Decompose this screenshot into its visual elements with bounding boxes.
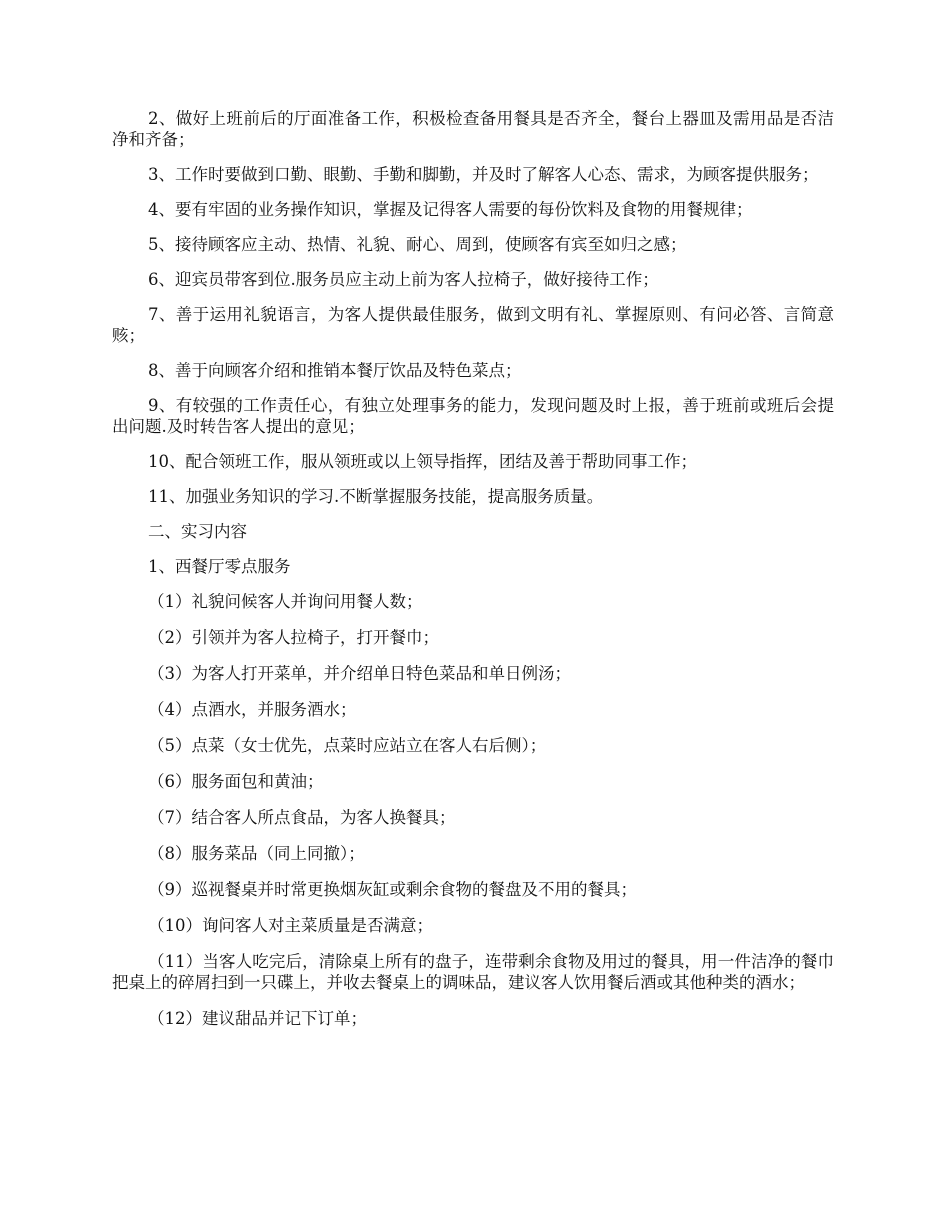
list-item-2: （2）引领并为客人拉椅子，打开餐巾；: [148, 628, 439, 647]
list-item-8: （8）服务菜品（同上同撤）；: [148, 844, 365, 863]
paragraph-duty-3: 3、工作时要做到口勤、眼勤、手勤和脚勤，并及时了解客人心态、需求，为顾客提供服务；: [148, 165, 819, 184]
document-page: [112, 108, 834, 1044]
paragraph-duty-4: 4、要有牢固的业务操作知识，掌握及记得客人需要的每份饮料及食物的用餐规律；: [148, 200, 753, 219]
paragraph-duty-9: 9、有较强的工作责任心，有独立处理事务的能力，发现问题及时上报，善于班前或班后会提出问题.及时转告客人提出的意见；: [112, 396, 834, 436]
paragraph-duty-2: 2、做好上班前后的厅面准备工作，积极检查备用餐具是否齐全，餐台上器皿及需用品是否洁净和齐备；: [112, 109, 834, 149]
list-item-11: （11）当客人吃完后，清除桌上所有的盘子，连带剩余食物及用过的餐具，用一件洁净的餐巾把桌上的碎屑扫到一只碟上，并收去餐桌上的调味品，建议客人饮用餐后酒或其他种类的酒水；: [112, 952, 834, 992]
list-item-6: （6）服务面包和黄油；: [148, 772, 324, 791]
list-item-3: （3）为客人打开菜单，并介绍单日特色菜品和单日例汤；: [148, 664, 571, 683]
list-item-1: （1）礼貌问候客人并询问用餐人数；: [148, 592, 423, 611]
paragraph-duty-7: 7、善于运用礼貌语言，为客人提供最佳服务，做到文明有礼、掌握原则、有问必答、言简意赅；: [112, 305, 834, 345]
list-item-5: （5）点菜（女士优先，点菜时应站立在客人右后侧）；: [148, 736, 547, 755]
list-item-4: （4）点酒水，并服务酒水；: [148, 700, 357, 719]
paragraph-duty-6: 6、迎宾员带客到位.服务员应主动上前为客人拉椅子，做好接待工作；: [148, 270, 659, 289]
list-item-7: （7）结合客人所点食品，为客人换餐具；: [148, 808, 456, 827]
paragraph-duty-8: 8、善于向顾客介绍和推销本餐厅饮品及特色菜点；: [148, 361, 522, 380]
list-item-9: （9）巡视餐桌并时常更换烟灰缸或剩余食物的餐盘及不用的餐具；: [148, 880, 637, 899]
paragraph-duty-10: 10、配合领班工作，服从领班或以上领导指挥，团结及善于帮助同事工作；: [148, 452, 697, 471]
list-item-12: （12）建议甜品并记下订单；: [148, 1009, 367, 1028]
list-item-10: （10）询问客人对主菜质量是否满意；: [148, 916, 433, 935]
subsection-heading-western-restaurant: 1、西餐厅零点服务: [148, 557, 291, 576]
paragraph-duty-11: 11、加强业务知识的学习.不断掌握服务技能，提高服务质量。: [148, 487, 604, 506]
paragraph-duty-5: 5、接待顾客应主动、热情、礼貌、耐心、周到，使顾客有宾至如归之感；: [148, 235, 687, 254]
section-heading-internship-content: 二、实习内容: [148, 522, 247, 541]
